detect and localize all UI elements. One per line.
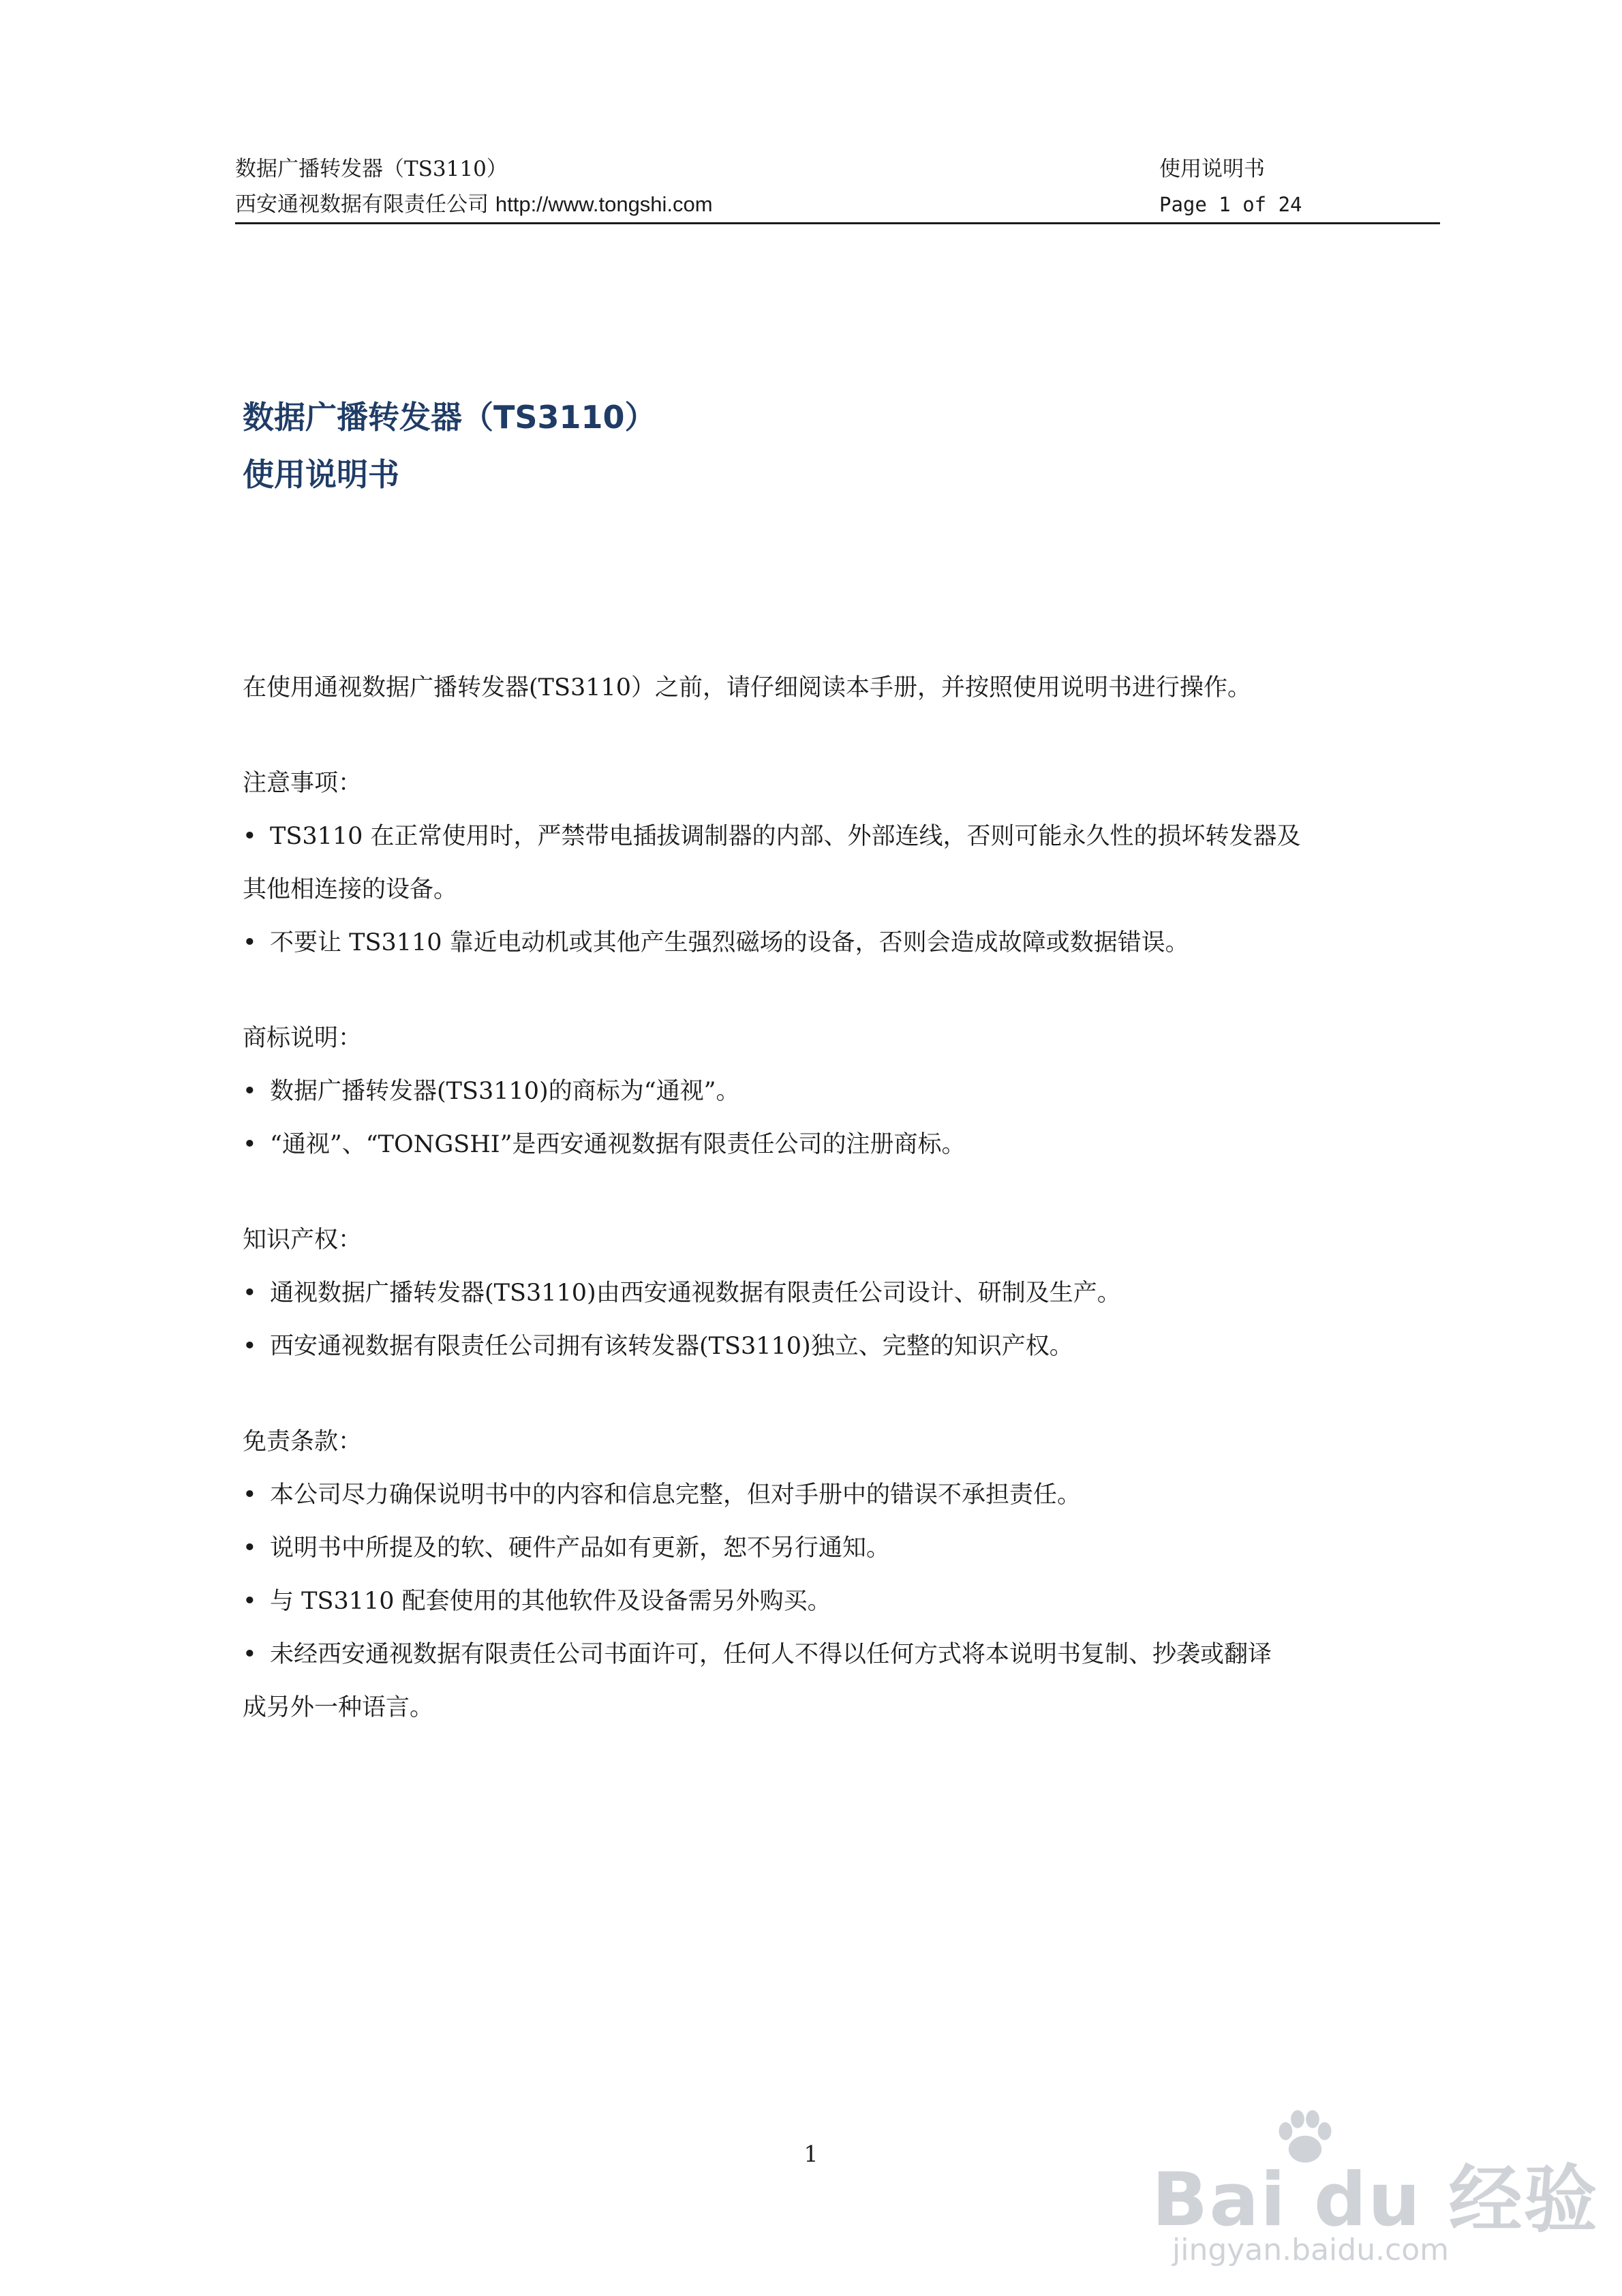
section-heading: 知识产权：	[243, 1226, 363, 1254]
header-company-line	[235, 187, 713, 222]
bullet-icon: •	[243, 1481, 257, 1509]
list-item: • 未经西安通视数据有限责任公司书面许可，任何人不得以任何方式将本说明书复制、抄袭或翻译	[243, 1628, 1442, 1681]
list-item: • 说明书中所提及的软、硬件产品如有更新，恕不另行通知。	[243, 1522, 1442, 1575]
header-divider	[235, 222, 1440, 224]
title-line-2: 使用说明书	[243, 456, 399, 493]
page-header	[235, 151, 1435, 222]
list-item: • “通视”、“TONGSHI”是西安通视数据有限责任公司的注册商标。	[243, 1118, 1442, 1171]
bullet-icon: •	[243, 929, 257, 956]
list-item: • TS3110 在正常使用时，严禁带电插拔调制器的内部、外部连线，否则可能永久性的损坏转发器及	[243, 810, 1442, 863]
section-heading: 商标说明：	[243, 1025, 363, 1052]
section-disclaimer	[243, 1415, 1442, 1734]
header-company: 西安通视数据有限责任公司	[235, 192, 489, 217]
bullet-icon: •	[243, 1535, 257, 1562]
list-item: • 与 TS3110 配套使用的其他软件及设备需另外购买。	[243, 1575, 1442, 1628]
intro-paragraph: 在使用通视数据广播转发器(TS3110）之前，请仔细阅读本手册，并按照使用说明书进行操作。	[243, 674, 1252, 701]
watermark-brand: Bai du 经验	[1152, 2158, 1599, 2243]
section-heading: 免责条款：	[243, 1428, 363, 1455]
section-ip	[243, 1213, 1442, 1373]
document-body	[243, 661, 1442, 1777]
baidu-watermark	[1152, 2100, 1599, 2270]
list-item-continuation: 其他相连接的设备。	[243, 876, 458, 903]
header-row-1	[235, 151, 1435, 187]
section-trademark	[243, 1012, 1442, 1171]
bullet-icon: •	[243, 1641, 257, 1668]
header-page-label: Page 1 of 24	[1159, 193, 1302, 216]
page-number: 1	[804, 2141, 818, 2167]
bullet-icon: •	[243, 1131, 257, 1158]
document-title	[243, 389, 656, 503]
list-item-continuation: 成另外一种语言。	[243, 1694, 434, 1721]
bullet-icon: •	[243, 1588, 257, 1615]
bullet-icon: •	[243, 1333, 257, 1360]
header-product-title: 数据广播转发器（TS3110）	[235, 157, 508, 181]
watermark-site: jingyan.baidu.com	[1172, 2233, 1450, 2267]
header-url-link[interactable]: http://www.tongshi.com	[495, 192, 713, 216]
header-doc-type: 使用说明书	[1159, 157, 1265, 181]
list-item: • 通视数据广播转发器(TS3110)由西安通视数据有限责任公司设计、研制及生产。	[243, 1267, 1442, 1320]
section-notices	[243, 757, 1442, 969]
list-item: • 不要让 TS3110 靠近电动机或其他产生强烈磁场的设备，否则会造成故障或数据错误。	[243, 916, 1442, 969]
list-item: • 本公司尽力确保说明书中的内容和信息完整，但对手册中的错误不承担责任。	[243, 1468, 1442, 1522]
list-item: • 数据广播转发器(TS3110)的商标为“通视”。	[243, 1065, 1442, 1118]
list-item: • 西安通视数据有限责任公司拥有该转发器(TS3110)独立、完整的知识产权。	[243, 1320, 1442, 1373]
bullet-icon: •	[243, 823, 257, 850]
header-row-2	[235, 187, 1435, 222]
bullet-icon: •	[243, 1078, 257, 1105]
bullet-icon: •	[243, 1280, 257, 1307]
section-heading: 注意事项：	[243, 770, 363, 797]
title-line-1: 数据广播转发器（TS3110）	[243, 399, 656, 436]
